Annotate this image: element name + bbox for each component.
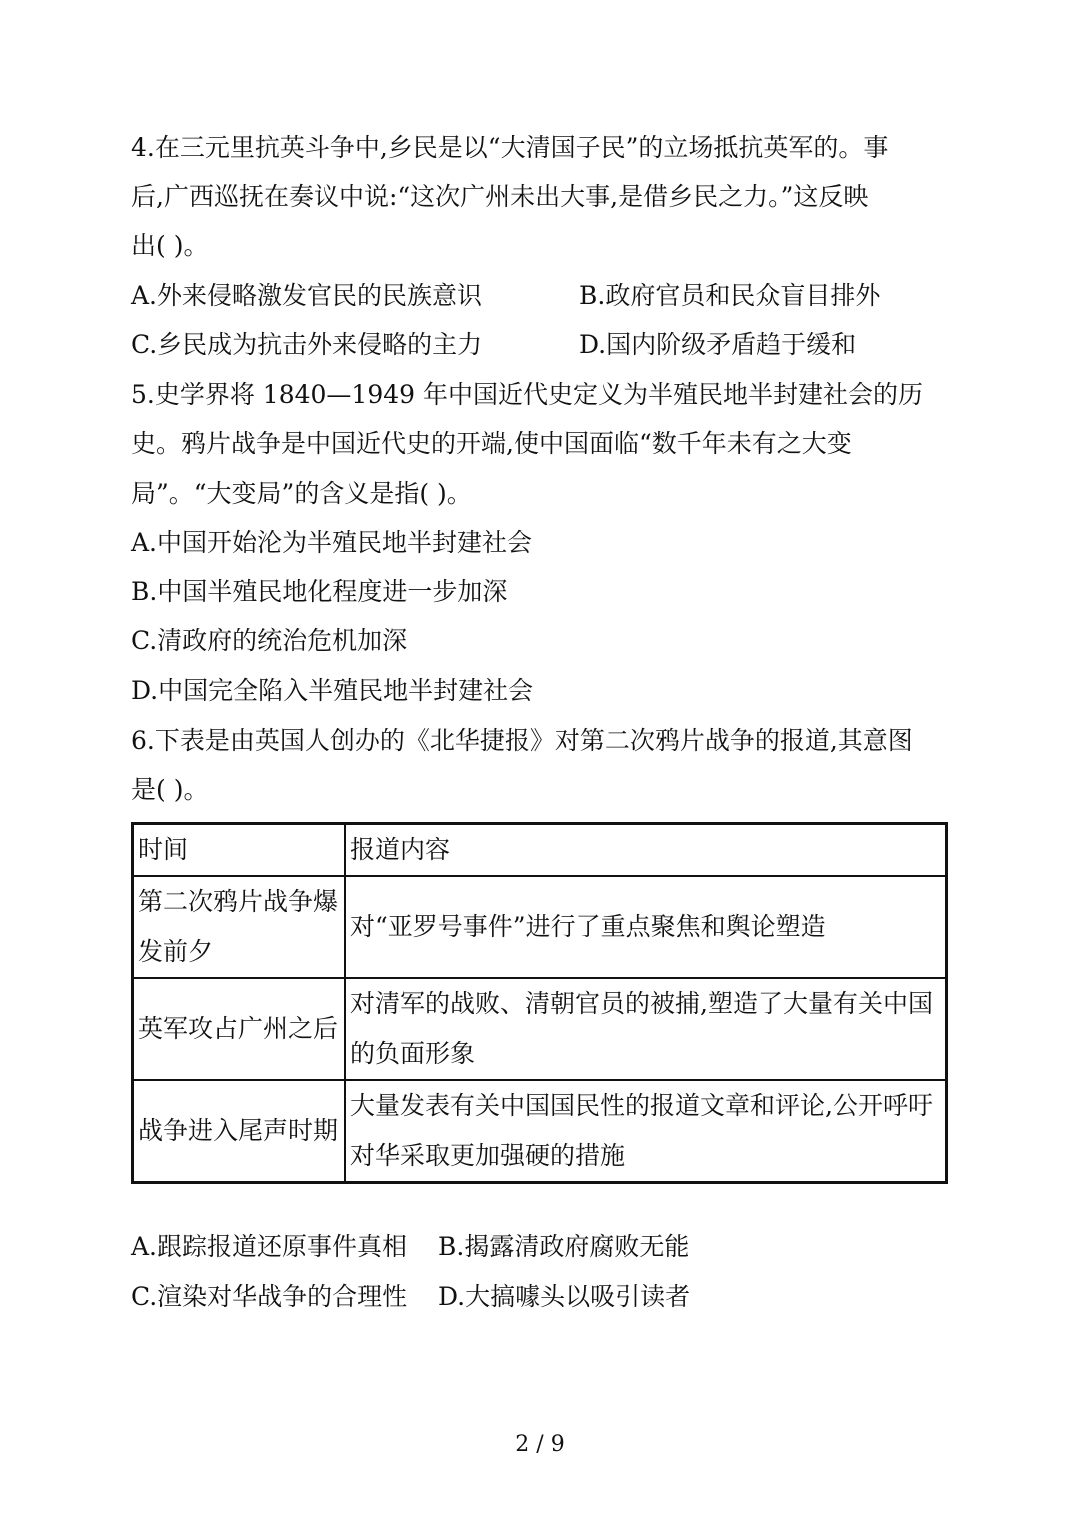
q5-stem-line-1: 5.史学界将 1840—1949 年中国近代史定义为半殖民地半封建社会的历	[131, 380, 923, 409]
table-cell-time: 英军攻占广州之后	[133, 978, 346, 1080]
q5-option-b: B.中国半殖民地化程度进一步加深	[131, 577, 508, 606]
q6-option-b: B.揭露清政府腐败无能	[438, 1232, 690, 1261]
table-cell-content: 大量发表有关中国国民性的报道文章和评论,公开呼吁对华采取更加强硬的措施	[345, 1080, 946, 1183]
q5-option-a: A.中国开始沦为半殖民地半封建社会	[131, 528, 533, 557]
table-cell-time: 战争进入尾声时期	[133, 1080, 346, 1183]
q4-option-d: D.国内阶级矛盾趋于缓和	[579, 330, 857, 359]
report-table	[131, 822, 948, 1184]
q5-stem-line-3: 局”。“大变局”的含义是指( )。	[131, 479, 472, 508]
table-row	[133, 1080, 947, 1183]
table-cell-time: 第二次鸦片战争爆发前夕	[133, 876, 346, 978]
q6-option-c: C.渲染对华战争的合理性	[131, 1282, 408, 1311]
page-number: 2 / 9	[515, 1432, 565, 1457]
q5-option-d: D.中国完全陷入半殖民地半封建社会	[131, 676, 534, 705]
q5-option-c: C.清政府的统治危机加深	[131, 626, 408, 655]
table-row	[133, 876, 947, 978]
q4-option-a: A.外来侵略激发官民的民族意识	[131, 281, 483, 310]
q4-stem-line-2: 后,广西巡抚在奏议中说:“这次广州未出大事,是借乡民之力。”这反映	[131, 182, 869, 211]
q6-option-d: D.大搞噱头以吸引读者	[438, 1282, 691, 1311]
q6-option-a: A.跟踪报道还原事件真相	[131, 1232, 408, 1261]
q5-stem-line-2: 史。鸦片战争是中国近代史的开端,使中国面临“数千年未有之大变	[131, 429, 852, 458]
q4-stem-line-1: 4.在三元里抗英斗争中,乡民是以“大清国子民”的立场抵抗英军的。事	[131, 133, 889, 162]
q4-option-c: C.乡民成为抗击外来侵略的主力	[131, 330, 483, 359]
q6-stem-line-1: 6.下表是由英国人创办的《北华捷报》对第二次鸦片战争的报道,其意图	[131, 726, 913, 755]
q6-stem-line-2: 是( )。	[131, 775, 209, 804]
table-header-time: 时间	[133, 824, 346, 877]
table-header-content: 报道内容	[345, 824, 946, 877]
table-header-row	[133, 824, 947, 877]
table-cell-content: 对清军的战败、清朝官员的被捕,塑造了大量有关中国的负面形象	[345, 978, 946, 1080]
q4-option-b: B.政府官员和民众盲目排外	[579, 281, 881, 310]
table-cell-content: 对“亚罗号事件”进行了重点聚焦和舆论塑造	[345, 876, 946, 978]
table-row	[133, 978, 947, 1080]
q4-stem-line-3: 出( )。	[131, 231, 209, 260]
